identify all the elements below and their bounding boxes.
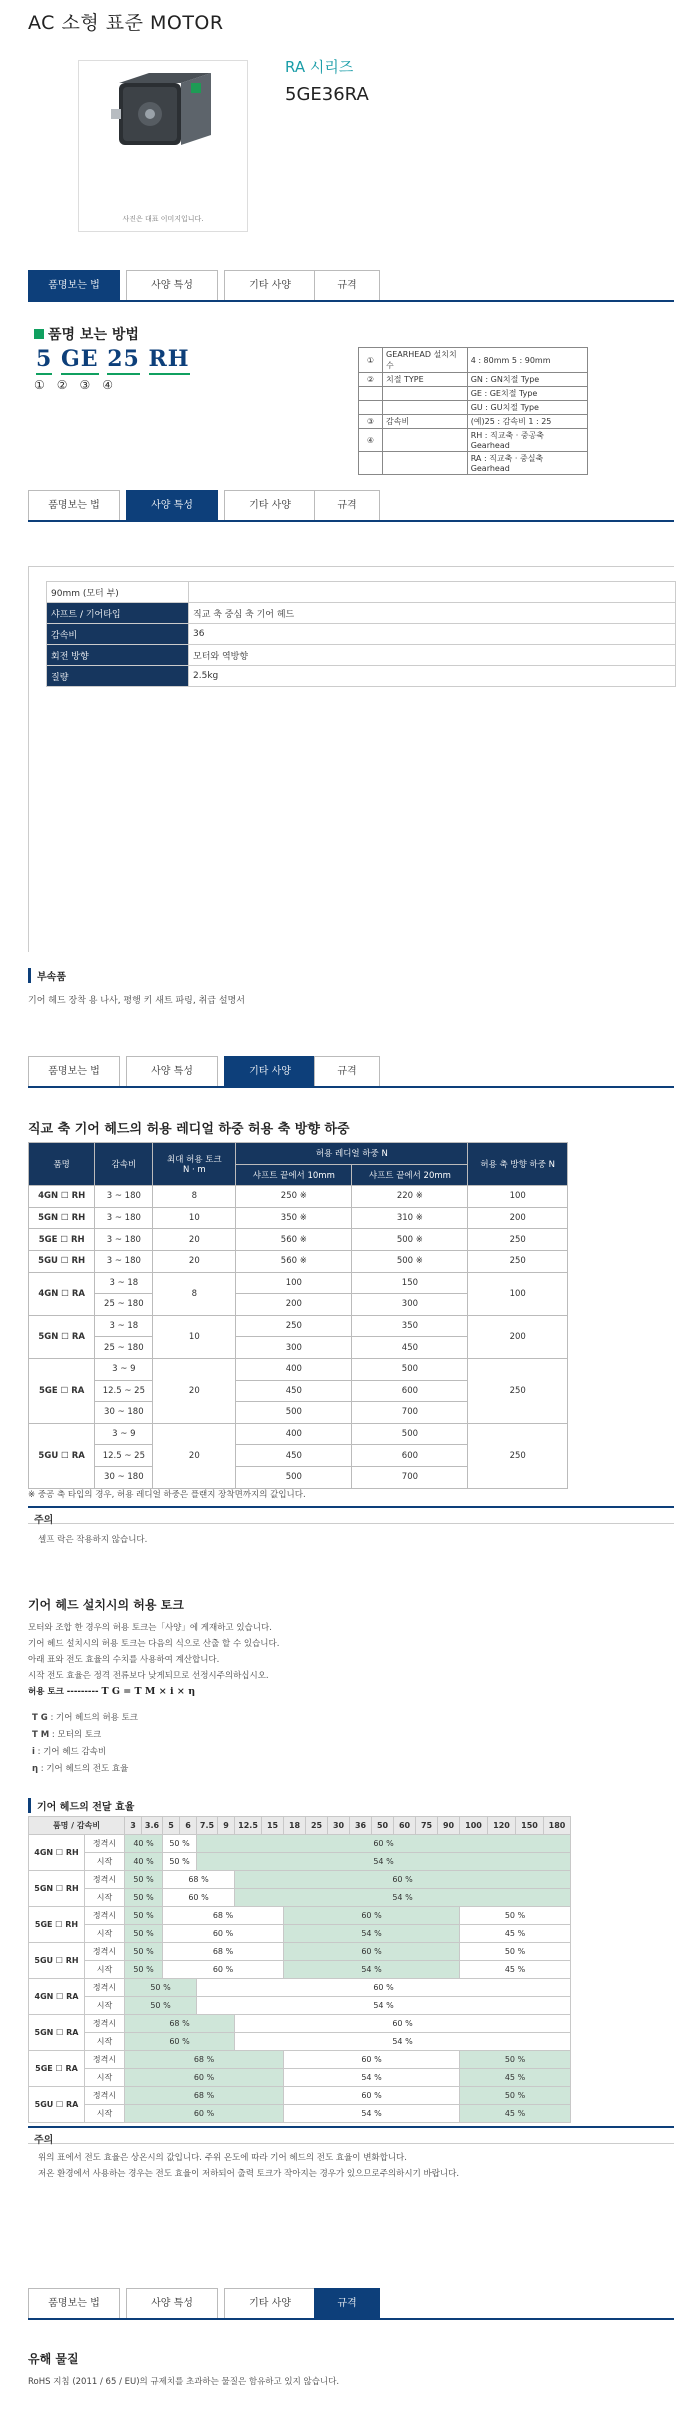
table-cell: 4 : 80mm 5 : 90mm bbox=[467, 348, 587, 373]
table-cell: 200 bbox=[468, 1315, 568, 1358]
naming-row bbox=[359, 415, 588, 429]
note-bar: 주의 bbox=[28, 2126, 674, 2144]
tab-bar bbox=[28, 270, 674, 302]
efficiency-value: 68 % bbox=[163, 1943, 284, 1961]
efficiency-value: 60 % bbox=[197, 1835, 571, 1853]
code-part: GE bbox=[61, 346, 99, 375]
ratio-header: 100 bbox=[460, 1817, 488, 1835]
table-cell: ① bbox=[359, 348, 383, 373]
table-row bbox=[29, 1207, 568, 1229]
efficiency-value: 40 % bbox=[125, 1835, 163, 1853]
ratio-header: 25 bbox=[306, 1817, 328, 1835]
table-cell: 감속비 bbox=[383, 415, 468, 429]
table-cell: 300 bbox=[352, 1294, 468, 1316]
efficiency-value: 50 % bbox=[163, 1853, 197, 1871]
table-cell: ② bbox=[359, 373, 383, 387]
table-cell: 정격시 bbox=[85, 1943, 125, 1961]
efficiency-row bbox=[29, 1943, 571, 1961]
table-cell: GE : GE치절 Type bbox=[467, 387, 587, 401]
ratio-header: 36 bbox=[350, 1817, 372, 1835]
efficiency-value: 60 % bbox=[125, 2105, 284, 2123]
ratio-header: 15 bbox=[262, 1817, 284, 1835]
tab-bar bbox=[28, 1056, 674, 1088]
table-cell: 200 bbox=[468, 1207, 568, 1229]
efficiency-value: 54 % bbox=[284, 2069, 460, 2087]
ratio-header: 180 bbox=[544, 1817, 571, 1835]
divider bbox=[28, 566, 29, 952]
table-cell: 200 bbox=[236, 1294, 352, 1316]
naming-row bbox=[359, 387, 588, 401]
table-cell: 정격시 bbox=[85, 1871, 125, 1889]
table-cell: 8 bbox=[153, 1186, 236, 1208]
efficiency-value: 50 % bbox=[460, 1907, 571, 1925]
efficiency-value: 50 % bbox=[125, 1871, 163, 1889]
efficiency-value: 45 % bbox=[460, 1925, 571, 1943]
efficiency-value: 54 % bbox=[284, 1961, 460, 1979]
efficiency-value: 54 % bbox=[235, 1889, 571, 1907]
divider bbox=[28, 566, 674, 567]
table-cell: GU : GU치절 Type bbox=[467, 401, 587, 415]
table-cell: 600 bbox=[352, 1445, 468, 1467]
table-cell: 시작 bbox=[85, 1889, 125, 1907]
table-cell: ④ bbox=[359, 429, 383, 452]
table-cell: 450 bbox=[352, 1337, 468, 1359]
table-cell: 시작 bbox=[85, 1853, 125, 1871]
efficiency-value: 50 % bbox=[125, 1997, 197, 2015]
efficiency-title: 기어 헤드의 전달 효율 bbox=[28, 1798, 134, 1813]
green-square-icon bbox=[34, 329, 44, 339]
model-cell: 5GN ☐ RH bbox=[29, 1207, 95, 1229]
table-cell: 250 bbox=[468, 1358, 568, 1423]
model-cell: 4GN ☐ RA bbox=[29, 1272, 95, 1315]
table-cell: RA : 직교축 · 중실축 Gearhead bbox=[467, 452, 587, 475]
table-row bbox=[29, 1315, 568, 1337]
tab-naming[interactable]: 품명보는 법 bbox=[28, 490, 120, 520]
efficiency-value: 54 % bbox=[197, 1853, 571, 1871]
table-cell: 12.5 ~ 25 bbox=[95, 1380, 153, 1402]
table-cell: 100 bbox=[468, 1272, 568, 1315]
table-cell bbox=[383, 429, 468, 452]
ratio-header: 6 bbox=[180, 1817, 197, 1835]
efficiency-value: 50 % bbox=[125, 1979, 197, 1997]
table-cell: 3 ~ 180 bbox=[95, 1207, 153, 1229]
efficiency-value: 68 % bbox=[163, 1871, 235, 1889]
model-cell: 5GU ☐ RH bbox=[29, 1943, 85, 1979]
table-cell: 시작 bbox=[85, 2069, 125, 2087]
efficiency-value: 60 % bbox=[284, 1943, 460, 1961]
naming-row bbox=[359, 348, 588, 373]
table-cell: GEARHEAD 설치치수 bbox=[383, 348, 468, 373]
table-cell: RH : 직교축 · 중공축 Gearhead bbox=[467, 429, 587, 452]
tab-spec[interactable]: 사양 특성 bbox=[126, 2288, 218, 2318]
table-cell: 정격시 bbox=[85, 2015, 125, 2033]
efficiency-value: 60 % bbox=[235, 1871, 571, 1889]
efficiency-row bbox=[29, 1979, 571, 1997]
naming-row bbox=[359, 452, 588, 475]
ratio-header: 12.5 bbox=[235, 1817, 262, 1835]
ratio-header: 3.6 bbox=[142, 1817, 163, 1835]
efficiency-value: 45 % bbox=[460, 2105, 571, 2123]
tab-standard[interactable]: 규격 bbox=[314, 270, 380, 300]
table-cell: 500 bbox=[352, 1358, 468, 1380]
torque-text: 모터와 조합 한 경우의 허용 토크는「사양」에 게재하고 있습니다. 기어 헤드 설치시의 허용 토크는 다음의 식으로 산출 할 수 있습니다. 아래 표와 전도 효율의 수치를 사용하여 계산합니다. 시작 전도 효율은 정격 전류보다 낮게되므로 선정시주의하십시오. 허용 토크 --------- T G = T M × i × η bbox=[28, 1623, 280, 1697]
table-cell: 220 ※ bbox=[352, 1186, 468, 1208]
loads-footnote: ※ 중공 축 타입의 경우, 허용 레디얼 하중은 플랜지 장착면까지의 값입니다. bbox=[28, 1490, 306, 1500]
tab-other[interactable]: 기타 사양 bbox=[224, 2288, 316, 2318]
table-cell: 30 ~ 180 bbox=[95, 1466, 153, 1488]
model-cell: 5GE ☐ RA bbox=[29, 1358, 95, 1423]
note-text: 셀프 락은 작용하지 않습니다. bbox=[38, 1535, 148, 1545]
efficiency-value: 50 % bbox=[125, 1943, 163, 1961]
table-row bbox=[29, 1272, 568, 1294]
model-cell: 5GE ☐ RA bbox=[29, 2051, 85, 2087]
regulation-text: RoHS 지침 (2011 / 65 / EU)의 규제치를 초과하는 물질은 함유하고 있지 않습니다. bbox=[28, 2377, 340, 2387]
product-image bbox=[78, 60, 248, 232]
efficiency-value: 60 % bbox=[125, 2069, 284, 2087]
efficiency-value: 45 % bbox=[460, 1961, 571, 1979]
table-cell bbox=[359, 401, 383, 415]
table-cell: 400 bbox=[236, 1423, 352, 1445]
efficiency-row bbox=[29, 2087, 571, 2105]
torque-title: 기어 헤드 설치시의 허용 토크 bbox=[28, 1598, 184, 1612]
table-cell: 20 bbox=[153, 1250, 236, 1272]
naming-row bbox=[359, 401, 588, 415]
table-cell: 25 ~ 180 bbox=[95, 1337, 153, 1359]
table-cell: ③ bbox=[359, 415, 383, 429]
naming-table bbox=[358, 347, 588, 475]
naming-row bbox=[359, 429, 588, 452]
table-row bbox=[29, 1423, 568, 1445]
table-cell: 250 bbox=[236, 1315, 352, 1337]
efficiency-value: 54 % bbox=[235, 2033, 571, 2051]
tab-naming[interactable]: 품명보는 법 bbox=[28, 270, 120, 300]
table-cell: 150 bbox=[352, 1272, 468, 1294]
efficiency-value: 68 % bbox=[125, 2051, 284, 2069]
spec-table: 90mm (모터 부) 샤프트 / 기어타입 직교 축 중심 축 기어 헤드 감속비 36 회전 방향 모터와 역방향 질량 2.5kg bbox=[46, 581, 676, 687]
efficiency-value: 60 % bbox=[163, 1925, 284, 1943]
efficiency-value: 50 % bbox=[125, 1961, 163, 1979]
ratio-header: 60 bbox=[394, 1817, 416, 1835]
table-cell: 250 bbox=[468, 1423, 568, 1488]
torque-legend: T G : 기어 헤드의 허용 토크 T M : 모터의 토크 i : 기어 헤드 감속비 η : 기어 헤드의 전도 효율 bbox=[32, 1713, 139, 1774]
efficiency-value: 50 % bbox=[125, 1925, 163, 1943]
naming-row bbox=[359, 373, 588, 387]
efficiency-row bbox=[29, 2033, 571, 2051]
table-cell: 560 ※ bbox=[236, 1229, 352, 1251]
efficiency-value: 40 % bbox=[125, 1853, 163, 1871]
table-cell: 치절 TYPE bbox=[383, 373, 468, 387]
table-cell: 20 bbox=[153, 1423, 236, 1488]
table-cell bbox=[383, 401, 468, 415]
efficiency-value: 50 % bbox=[460, 2051, 571, 2069]
table-cell: 3 ~ 9 bbox=[95, 1423, 153, 1445]
motor-illustration bbox=[79, 61, 249, 211]
table-cell: GN : GN치절 Type bbox=[467, 373, 587, 387]
ratio-header: 7.5 bbox=[197, 1817, 218, 1835]
efficiency-row bbox=[29, 1925, 571, 1943]
table-cell: 정격시 bbox=[85, 1979, 125, 1997]
tab-standard[interactable]: 규격 bbox=[314, 490, 380, 520]
efficiency-value: 60 % bbox=[284, 2051, 460, 2069]
table-cell: 560 ※ bbox=[236, 1250, 352, 1272]
note-bar: 주의 bbox=[28, 1506, 674, 1524]
code-legend: ①②③④ bbox=[34, 378, 126, 392]
ratio-header: 120 bbox=[488, 1817, 516, 1835]
accessories-text: 기어 헤드 장착 용 나사, 평행 키 새트 파링, 취급 설명서 bbox=[28, 996, 245, 1006]
efficiency-row bbox=[29, 2105, 571, 2123]
efficiency-value: 60 % bbox=[197, 1979, 571, 1997]
efficiency-row bbox=[29, 1871, 571, 1889]
table-cell: 정격시 bbox=[85, 1835, 125, 1853]
table-cell: (예)25 : 감속비 1 : 25 bbox=[467, 415, 587, 429]
efficiency-row bbox=[29, 1907, 571, 1925]
efficiency-row bbox=[29, 1835, 571, 1853]
table-cell: 500 bbox=[236, 1466, 352, 1488]
table-cell: 12.5 ~ 25 bbox=[95, 1445, 153, 1467]
tab-bar bbox=[28, 2288, 674, 2320]
model-cell: 5GN ☐ RA bbox=[29, 2015, 85, 2051]
code-part: 25 bbox=[107, 346, 140, 375]
table-cell: 8 bbox=[153, 1272, 236, 1315]
table-cell: 450 bbox=[236, 1445, 352, 1467]
efficiency-value: 60 % bbox=[163, 1889, 235, 1907]
efficiency-row bbox=[29, 1961, 571, 1979]
efficiency-row bbox=[29, 1997, 571, 2015]
spec-size: 90mm (모터 부) bbox=[47, 582, 189, 603]
table-row bbox=[29, 1358, 568, 1380]
table-cell: 700 bbox=[352, 1466, 468, 1488]
table-cell: 시작 bbox=[85, 2033, 125, 2051]
note2-text: 위의 표에서 전도 효율은 상온시의 값입니다. 주위 온도에 따라 기어 헤드의 전도 효율이 변화합니다. 저온 환경에서 사용하는 경우는 전도 효율이 저하되어 출력 토크가 작아지는 경우가 있으므로주의하시기 바랍니다. bbox=[38, 2153, 460, 2179]
efficiency-value: 50 % bbox=[460, 2087, 571, 2105]
efficiency-row bbox=[29, 2015, 571, 2033]
efficiency-value: 68 % bbox=[163, 1907, 284, 1925]
efficiency-value: 50 % bbox=[125, 1889, 163, 1907]
regulation-title: 유해 물질 bbox=[28, 2352, 79, 2366]
model-cell: 5GN ☐ RH bbox=[29, 1871, 85, 1907]
table-cell: 시작 bbox=[85, 2105, 125, 2123]
table-cell: 3 ~ 180 bbox=[95, 1250, 153, 1272]
tab-other[interactable]: 기타 사양 bbox=[224, 490, 316, 520]
tab-naming[interactable]: 품명보는 법 bbox=[28, 1056, 120, 1086]
table-cell: 250 ※ bbox=[236, 1186, 352, 1208]
efficiency-row bbox=[29, 2069, 571, 2087]
table-cell: 20 bbox=[153, 1358, 236, 1423]
table-row bbox=[29, 1186, 568, 1208]
efficiency-value: 60 % bbox=[125, 2033, 235, 2051]
efficiency-value: 50 % bbox=[125, 1907, 163, 1925]
efficiency-header bbox=[29, 1817, 571, 1835]
table-cell: 20 bbox=[153, 1229, 236, 1251]
table-cell: 500 ※ bbox=[352, 1250, 468, 1272]
table-cell: 350 ※ bbox=[236, 1207, 352, 1229]
table-cell bbox=[383, 387, 468, 401]
table-cell: 10 bbox=[153, 1207, 236, 1229]
ratio-header: 3 bbox=[125, 1817, 142, 1835]
loads-title: 직교 축 기어 헤드의 허용 레디얼 하중 허용 축 방향 하중 bbox=[28, 1122, 350, 1137]
table-cell: 정격시 bbox=[85, 1907, 125, 1925]
ratio-header: 150 bbox=[516, 1817, 544, 1835]
ratio-header: 90 bbox=[438, 1817, 460, 1835]
table-cell: 100 bbox=[468, 1186, 568, 1208]
ratio-header: 18 bbox=[284, 1817, 306, 1835]
model-cell: 4GN ☐ RA bbox=[29, 1979, 85, 2015]
table-cell: 정격시 bbox=[85, 2087, 125, 2105]
model-cell: 5GU ☐ RA bbox=[29, 2087, 85, 2123]
table-cell: 400 bbox=[236, 1358, 352, 1380]
model-cell: 4GN ☐ RH bbox=[29, 1835, 85, 1871]
torque-formula: T G = T M × i × η bbox=[101, 1686, 196, 1697]
table-cell: 정격시 bbox=[85, 2051, 125, 2069]
image-caption: 사진은 대표 이미지입니다. bbox=[122, 215, 204, 223]
tab-spec[interactable]: 사양 특성 bbox=[126, 490, 218, 520]
table-cell: 250 bbox=[468, 1229, 568, 1251]
efficiency-value: 60 % bbox=[163, 1961, 284, 1979]
tab-naming[interactable]: 품명보는 법 bbox=[28, 2288, 120, 2318]
table-cell bbox=[359, 387, 383, 401]
load-table: 품명 감속비 최대 허용 토크 N · m 허용 레디얼 하중 N 허용 축 방향 하중 N 샤프트 끝에서 10mm 샤프트 끝에서 20mm 4GN ☐ RH 3 ~ 180 8 250 ※ 220 ※ 100 5GN ☐ RH 3 ~ 180 10 350 ※ 310 ※ 200 5GE ☐ RH 3 ~ 180 20 560 ※ 500 ※ 250 5GU ☐ RH 3 ~ 180 20 560 ※ 500 ※ 250 4GN ☐ RA 3 ~ 18 8 100 150 100 25 ~ 180 200 300 5GN ☐ RA 3 ~ 18 10 250 350 200 25 ~ 180 300 450 5GE ☐ RA 3 ~ 9 20 400 500 250 12.5 ~ 25 450 600 30 ~ 180 500 700 5GU ☐ RA 3 ~ 9 20 400 500 250 12.5 ~ 25 450 600 30 ~ 180 500 700 bbox=[28, 1142, 568, 1489]
table-cell bbox=[383, 452, 468, 475]
tab-standard[interactable]: 규격 bbox=[314, 2288, 380, 2318]
code-part: 5 bbox=[36, 346, 52, 375]
ratio-header: 30 bbox=[328, 1817, 350, 1835]
efficiency-value: 50 % bbox=[460, 1943, 571, 1961]
table-cell bbox=[359, 452, 383, 475]
table-cell: 3 ~ 180 bbox=[95, 1186, 153, 1208]
model-cell: 5GE ☐ RH bbox=[29, 1229, 95, 1251]
efficiency-row bbox=[29, 1889, 571, 1907]
efficiency-value: 54 % bbox=[197, 1997, 571, 2015]
tab-spec[interactable]: 사양 특성 bbox=[126, 270, 218, 300]
table-cell: 25 ~ 180 bbox=[95, 1294, 153, 1316]
table-cell: 500 bbox=[236, 1402, 352, 1424]
model-cell: 5GE ☐ RH bbox=[29, 1907, 85, 1943]
table-cell: 3 ~ 180 bbox=[95, 1229, 153, 1251]
table-cell: 500 bbox=[352, 1423, 468, 1445]
table-cell: 450 bbox=[236, 1380, 352, 1402]
model-cell: 5GU ☐ RA bbox=[29, 1423, 95, 1488]
table-cell: 500 ※ bbox=[352, 1229, 468, 1251]
table-cell: 10 bbox=[153, 1315, 236, 1358]
efficiency-value: 60 % bbox=[235, 2015, 571, 2033]
efficiency-value: 68 % bbox=[125, 2087, 284, 2105]
table-cell: 품명 / 감속비 bbox=[29, 1817, 125, 1835]
efficiency-row bbox=[29, 2051, 571, 2069]
efficiency-value: 54 % bbox=[284, 2105, 460, 2123]
ratio-header: 5 bbox=[163, 1817, 180, 1835]
table-cell: 시작 bbox=[85, 1997, 125, 2015]
efficiency-value: 50 % bbox=[163, 1835, 197, 1853]
efficiency-table bbox=[28, 1816, 571, 2123]
table-cell: 3 ~ 18 bbox=[95, 1315, 153, 1337]
table-cell: 250 bbox=[468, 1250, 568, 1272]
efficiency-value: 68 % bbox=[125, 2015, 235, 2033]
table-cell: 3 ~ 18 bbox=[95, 1272, 153, 1294]
accessories-title: 부속품 bbox=[28, 968, 66, 983]
table-row bbox=[29, 1229, 568, 1251]
table-cell: 300 bbox=[236, 1337, 352, 1359]
model-cell: 4GN ☐ RH bbox=[29, 1186, 95, 1208]
table-cell: 시작 bbox=[85, 1961, 125, 1979]
model-code bbox=[36, 346, 190, 372]
table-cell: 700 bbox=[352, 1402, 468, 1424]
model-cell: 5GU ☐ RH bbox=[29, 1250, 95, 1272]
series-name: RA 시리즈 bbox=[285, 58, 354, 76]
ratio-header: 50 bbox=[372, 1817, 394, 1835]
efficiency-value: 45 % bbox=[460, 2069, 571, 2087]
ratio-header: 75 bbox=[416, 1817, 438, 1835]
efficiency-value: 60 % bbox=[284, 1907, 460, 1925]
table-cell: 600 bbox=[352, 1380, 468, 1402]
table-cell: 시작 bbox=[85, 1925, 125, 1943]
table-cell: 350 bbox=[352, 1315, 468, 1337]
table-cell: 3 ~ 9 bbox=[95, 1358, 153, 1380]
page-title: AC 소형 표준 MOTOR bbox=[28, 12, 224, 34]
table-cell: 100 bbox=[236, 1272, 352, 1294]
tab-other[interactable]: 기타 사양 bbox=[224, 1056, 316, 1086]
table-cell: 310 ※ bbox=[352, 1207, 468, 1229]
tab-standard[interactable]: 규격 bbox=[314, 1056, 380, 1086]
ratio-header: 9 bbox=[218, 1817, 235, 1835]
tab-other[interactable]: 기타 사양 bbox=[224, 270, 316, 300]
model-name: 5GE36RA bbox=[285, 84, 369, 105]
tab-bar bbox=[28, 490, 674, 522]
efficiency-row bbox=[29, 1853, 571, 1871]
code-part: RH bbox=[149, 346, 190, 375]
table-row bbox=[29, 1250, 568, 1272]
efficiency-value: 60 % bbox=[284, 2087, 460, 2105]
naming-title: 품명 보는 방법 bbox=[34, 324, 139, 344]
efficiency-value: 54 % bbox=[284, 1925, 460, 1943]
model-cell: 5GN ☐ RA bbox=[29, 1315, 95, 1358]
tab-spec[interactable]: 사양 특성 bbox=[126, 1056, 218, 1086]
table-cell: 30 ~ 180 bbox=[95, 1402, 153, 1424]
